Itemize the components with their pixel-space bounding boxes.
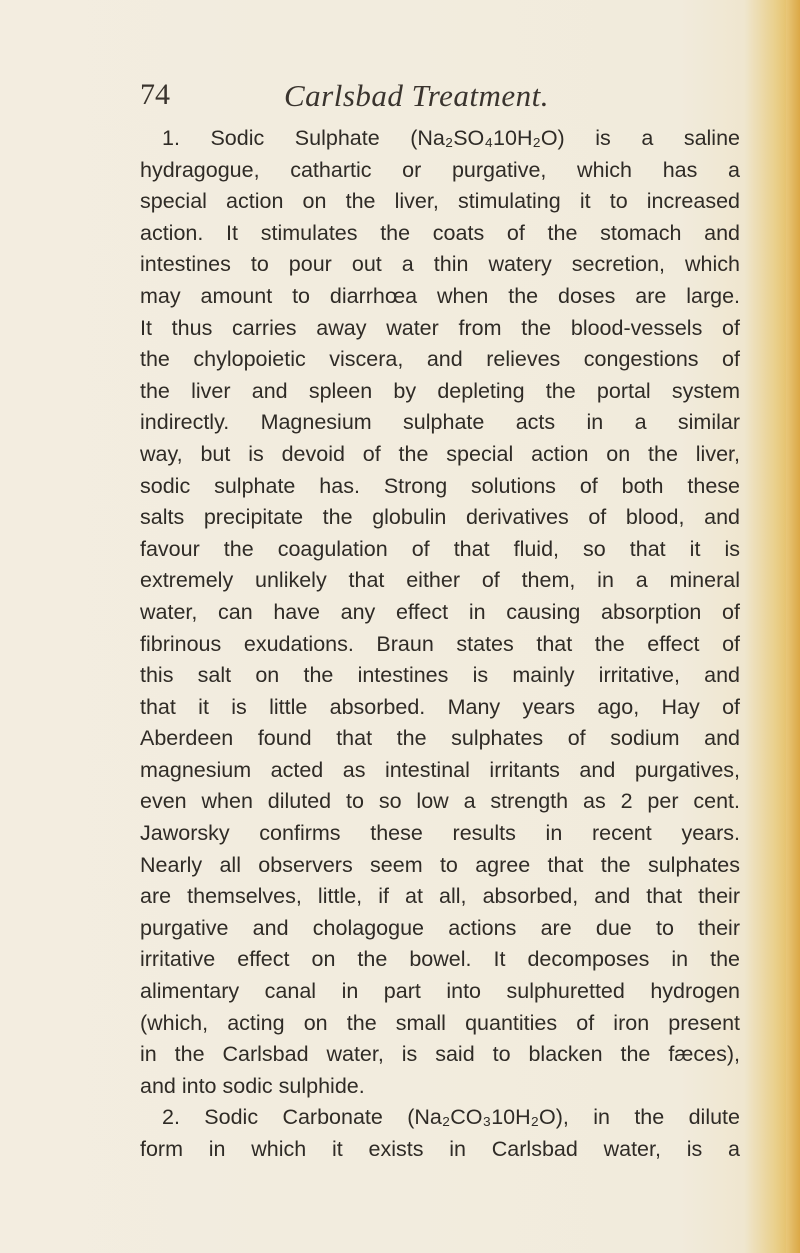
text-line: way, but is devoid of the special action on the liver, [140,441,740,466]
text-line: and into sodic sulphide. [140,1073,365,1098]
text-line: 2. Sodic Carbonate (Na₂CO₃10H₂O), in the dilute [162,1105,740,1130]
text-line: in the Carlsbad water, is said to blacken the fæces), [140,1042,740,1067]
text-line: favour the coagulation of that fluid, so that it is [140,536,740,561]
text-line: special action on the liver, stimulating it to increased [140,189,740,214]
text-line: form in which it exists in Carlsbad water, is a [140,1137,740,1161]
running-title: Carlsbad Treatment. [284,78,549,113]
text-line: hydragogue, cathartic or purgative, which has a [140,157,740,182]
text-line: magnesium acted as intestinal irritants and purgatives, [140,757,740,782]
text-line: indirectly. Magnesium sulphate acts in a similar [140,410,740,435]
text-line: action. It stimulates the coats of the stomach and [140,220,740,245]
text-line: purgative and cholagogue actions are due to their [140,915,740,940]
text-line: the liver and spleen by depleting the portal system [140,378,740,403]
text-line: It thus carries away water from the blood-vessels of [140,315,740,340]
text-line: this salt on the intestines is mainly irritative, and [140,663,740,688]
text-line: Aberdeen found that the sulphates of sodium and [140,726,740,751]
text-line: 1. Sodic Sulphate (Na₂SO₄10H₂O) is a saline [162,126,740,150]
text-line: are themselves, little, if at all, absorbed, and that their [140,884,740,909]
text-line: the chylopoietic viscera, and relieves congestions of [140,347,740,372]
text-line: salts precipitate the globulin derivatives of blood, and [140,505,740,530]
text-line: that it is little absorbed. Many years ago, Hay of [140,694,740,719]
text-line: alimentary canal in part into sulphuretted hydrogen [140,979,740,1004]
text-line: Nearly all observers seem to agree that the sulphates [140,852,740,877]
page-header [0,78,800,118]
body-text [140,123,740,1166]
text-line: irritative effect on the bowel. It decomposes in the [140,947,740,972]
text-line: sodic sulphate has. Strong solutions of both these [140,473,740,498]
text-line: intestines to pour out a thin watery secretion, which [140,252,740,277]
text-line: even when diluted to so low a strength as 2 per cent. [140,789,740,814]
text-line: Jaworsky confirms these results in recent years. [140,821,740,846]
page-edge [786,0,800,1253]
text-line: extremely unlikely that either of them, in a mineral [140,568,740,593]
text-line: may amount to diarrhœa when the doses are large. [140,283,740,308]
page-number: 74 [140,78,170,111]
text-line: fibrinous exudations. Braun states that the effect of [140,631,740,656]
text-line: water, can have any effect in causing absorption of [140,599,740,624]
text-line: (which, acting on the small quantities of iron present [140,1010,740,1035]
